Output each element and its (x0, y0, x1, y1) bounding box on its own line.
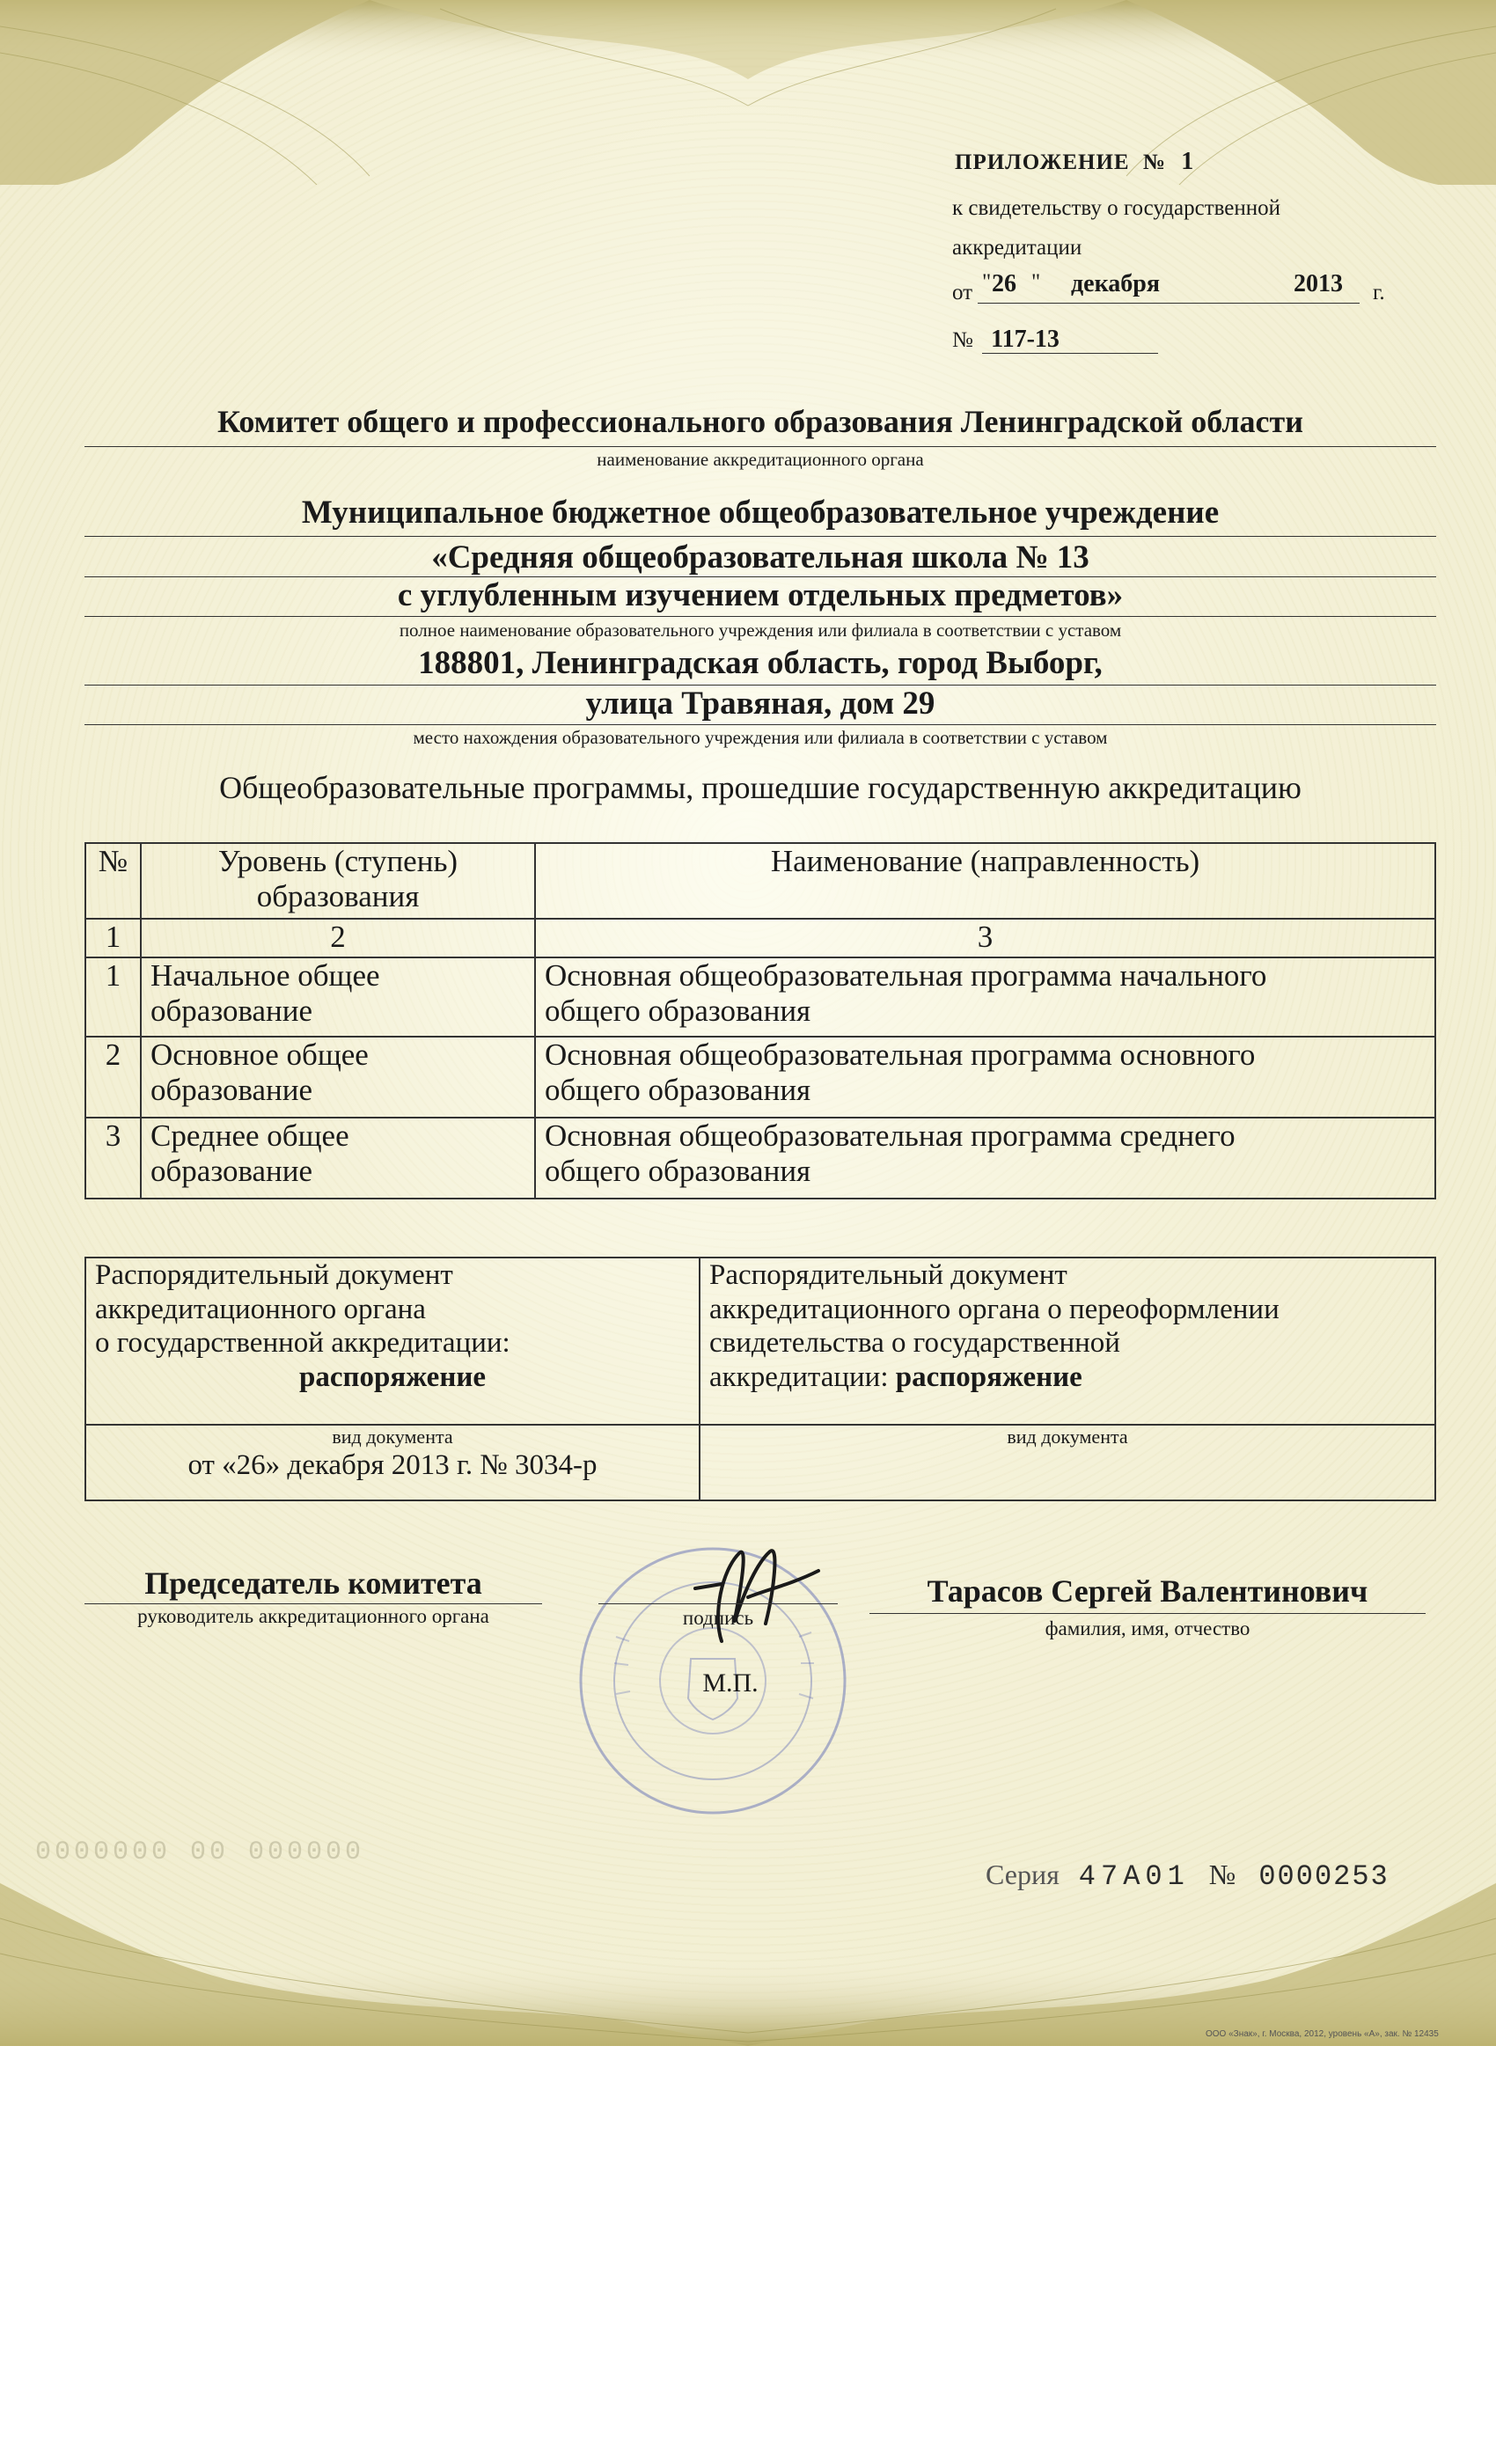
signature-caption: подпись (682, 1607, 754, 1629)
row-program-name (535, 957, 1435, 1037)
orders-table (84, 1257, 1436, 1501)
index-cell-2: 2 (141, 919, 535, 957)
index-cell-1: 1 (85, 919, 141, 957)
col-name-header: Наименование (направленность) (535, 843, 1435, 919)
authority-name: Комитет общего и профессионального образования Ленинградской области (217, 404, 1303, 439)
serial-label: Серия (986, 1859, 1060, 1890)
programs-heading: Общеобразовательные программы, прошедшие государственную аккредитацию (219, 770, 1302, 805)
index-cell-3: 3 (535, 919, 1435, 957)
appendix-number: 1 (1181, 148, 1195, 175)
row-level (141, 957, 535, 1037)
programs-header-row (85, 843, 1435, 919)
row-level-line2: образование (150, 1073, 313, 1108)
row-program-line2: общего образования (545, 994, 811, 1029)
row-level-line2: образование (150, 1154, 313, 1189)
address-line1: 188801, Ленинградская область, город Выборг, (418, 645, 1103, 681)
signatory-name-caption: фамилия, имя, отчество (1045, 1617, 1250, 1639)
row-number: 1 (85, 957, 141, 1037)
address-caption: место нахождения образовательного учреждения или филиала в соответствии с уставом (413, 727, 1108, 748)
date-month: декабря (1071, 270, 1161, 297)
signatory-position-underline (84, 1603, 542, 1604)
order-left-line3: о государственной аккредитации: (95, 1327, 510, 1360)
order-left-cell (85, 1258, 700, 1425)
signature-underline (598, 1603, 838, 1604)
row-number: 3 (85, 1118, 141, 1199)
address-underline2 (84, 724, 1436, 725)
institution-line3: с углубленным изучением отдельных предметов» (397, 577, 1124, 613)
address-line2: улица Травяная, дом 29 (585, 686, 935, 722)
row-program-name (535, 1118, 1435, 1199)
serial-number-sign: № (1208, 1859, 1236, 1890)
order-left-doc-type: распоряжение (298, 1360, 487, 1393)
col-level-header-line1: Уровень (ступень) (217, 844, 458, 878)
order-left-caption: вид документа (332, 1426, 453, 1448)
signatory-position-caption: руководитель аккредитационного органа (137, 1605, 489, 1627)
order-left-line1: Распорядительный документ (95, 1259, 453, 1291)
order-right-caption: вид документа (1007, 1426, 1128, 1448)
row-level (141, 1037, 535, 1118)
top-ornament (0, 0, 1496, 185)
order-right-line1: Распорядительный документ (709, 1259, 1067, 1291)
faint-serial-number: 0000000 00 000000 (35, 1837, 365, 1867)
order-right-line3: свидетельства о государственной (709, 1327, 1120, 1360)
orders-row (85, 1258, 1435, 1425)
row-number: 2 (85, 1037, 141, 1118)
signatory-position: Председатель комитета (144, 1566, 482, 1601)
institution-line2: «Средняя общеобразовательная школа № 13 (431, 539, 1089, 576)
order-right-cell (700, 1258, 1435, 1425)
reg-number-sign: № (952, 328, 973, 352)
table-row (85, 1037, 1435, 1118)
row-program-line2: общего образования (545, 1073, 811, 1108)
order-right-doc-type: распоряжение (895, 1360, 1082, 1393)
date-year: 2013 (1294, 270, 1343, 297)
institution-caption: полное наименование образовательного учреждения или филиала в соответствии с уставом (399, 620, 1122, 641)
row-level-line1: Начальное общее (150, 958, 380, 993)
programs-index-row (85, 919, 1435, 957)
appendix-number-sign: № (1142, 150, 1166, 174)
order-right-details-cell (700, 1425, 1435, 1500)
date-from-label: от (952, 281, 973, 304)
orders-details-row (85, 1425, 1435, 1500)
col-level-header-line2: образования (256, 879, 420, 914)
order-left-line2: аккредитационного органа (95, 1293, 426, 1325)
row-program-line1: Основная общеобразовательная программа среднего (545, 1118, 1236, 1153)
col-no-header: № (85, 843, 141, 919)
row-level-line1: Основное общее (150, 1038, 369, 1072)
order-right-line4: аккредитации: (709, 1360, 889, 1393)
row-level (141, 1118, 535, 1199)
reg-number: 117-13 (991, 326, 1060, 353)
date-quote-close: " (1031, 270, 1041, 294)
table-row (85, 957, 1435, 1037)
date-underline (978, 303, 1360, 304)
col-level-header (141, 843, 535, 919)
row-program-name (535, 1037, 1435, 1118)
row-level-line1: Среднее общее (150, 1118, 349, 1153)
date-year-suffix: г. (1373, 281, 1385, 304)
date-quote-open: " (982, 270, 992, 294)
programs-table (84, 842, 1436, 1199)
authority-caption: наименование аккредитационного органа (597, 449, 924, 470)
row-program-line2: общего образования (545, 1154, 811, 1189)
institution-underline1 (84, 536, 1436, 537)
appendix-ref-line1: к свидетельству о государственной (952, 196, 1281, 220)
signatory-full-name: Тарасов Сергей Валентинович (927, 1573, 1368, 1609)
row-level-line2: образование (150, 994, 313, 1029)
row-program-line1: Основная общеобразовательная программа основного (545, 1038, 1256, 1072)
order-left-details: от «26» декабря 2013 г. № 3034-р (187, 1449, 598, 1481)
appendix-title: ПРИЛОЖЕНИЕ (955, 150, 1130, 174)
serial-series: 47А01 (1078, 1860, 1190, 1893)
order-right-line2: аккредитационного органа о переоформлении (709, 1293, 1280, 1325)
signatory-name-underline (869, 1613, 1426, 1614)
table-row (85, 1118, 1435, 1199)
authority-underline (84, 446, 1436, 447)
institution-underline3 (84, 616, 1436, 617)
institution-line1: Муниципальное бюджетное общеобразовательное учреждение (301, 495, 1220, 531)
appendix-ref-line2: аккредитации (952, 236, 1082, 260)
seal-caption: М.П. (702, 1668, 759, 1698)
date-day: 26 (992, 270, 1016, 297)
order-left-details-cell (85, 1425, 700, 1500)
signature-icon (686, 1536, 827, 1668)
serial-number: 0000253 (1258, 1860, 1390, 1893)
reg-number-underline (982, 353, 1158, 354)
printer-imprint: ООО «Знак», г. Москва, 2012, уровень «А», зак. № 12435 (1206, 2029, 1439, 2039)
row-program-line1: Основная общеобразовательная программа начального (545, 958, 1267, 993)
